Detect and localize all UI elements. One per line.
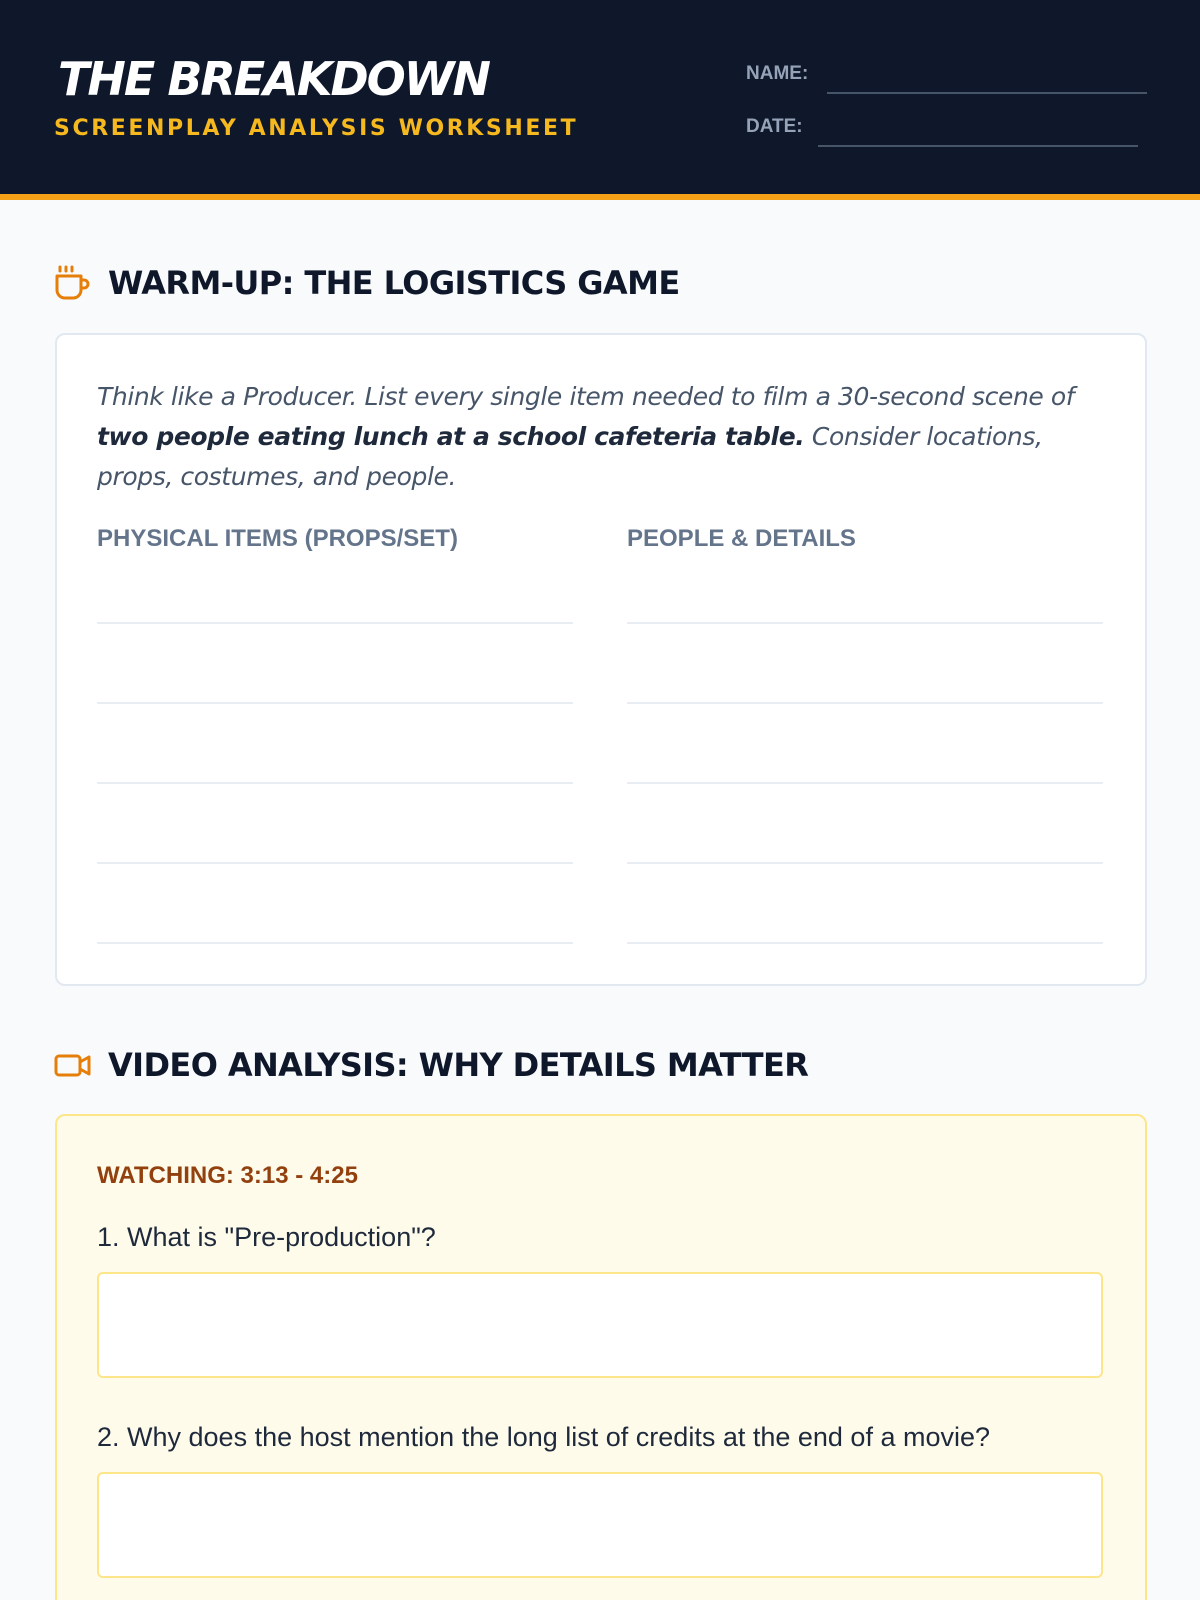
props-answer-line[interactable] (97, 782, 573, 784)
coffee-cup-icon (54, 264, 92, 302)
question-1: 1. What is "Pre-production"? (97, 1222, 436, 1252)
warmup-heading (54, 264, 680, 302)
instruction-text-bold: two people eating lunch at a school cafeteria table. (97, 422, 805, 451)
props-answer-line[interactable] (97, 702, 573, 704)
video-camera-icon (54, 1046, 92, 1084)
people-answer-line[interactable] (627, 942, 1103, 944)
date-label: DATE: (746, 116, 803, 137)
instruction-text-end: Consider locations, props, costumes, and people. (97, 422, 1043, 491)
props-answer-line[interactable] (97, 862, 573, 864)
column-header-physical-items: PHYSICAL ITEMS (PROPS/SET) (97, 525, 458, 552)
people-answer-line[interactable] (627, 702, 1103, 704)
warmup-title: WARM-UP: THE LOGISTICS GAME (108, 264, 680, 302)
video-title: VIDEO ANALYSIS: WHY DETAILS MATTER (108, 1046, 809, 1084)
video-analysis-card (55, 1114, 1147, 1600)
people-answer-line[interactable] (627, 862, 1103, 864)
props-answer-line[interactable] (97, 622, 573, 624)
people-answer-line[interactable] (627, 622, 1103, 624)
props-answer-line[interactable] (97, 942, 573, 944)
name-label: NAME: (746, 63, 809, 84)
video-heading (54, 1046, 808, 1084)
worksheet-title: THE BREAKDOWN (58, 52, 489, 106)
column-header-people-details: PEOPLE & DETAILS (627, 525, 856, 552)
warmup-card (55, 333, 1147, 986)
question-2-answer-box[interactable] (97, 1472, 1103, 1578)
name-field[interactable] (827, 92, 1147, 94)
question-2: 2. Why does the host mention the long list of credits at the end of a movie? (97, 1422, 991, 1452)
warmup-instructions (97, 377, 1107, 497)
people-answer-line[interactable] (627, 782, 1103, 784)
instruction-text-start: Think like a Producer. List every single item needed to film a 30-second scene of (97, 382, 1075, 411)
question-1-answer-box[interactable] (97, 1272, 1103, 1378)
watching-timestamp: WATCHING: 3:13 - 4:25 (97, 1162, 358, 1189)
worksheet-subtitle: SCREENPLAY ANALYSIS WORKSHEET (54, 116, 579, 141)
date-field[interactable] (818, 145, 1138, 147)
worksheet-header (0, 0, 1200, 200)
